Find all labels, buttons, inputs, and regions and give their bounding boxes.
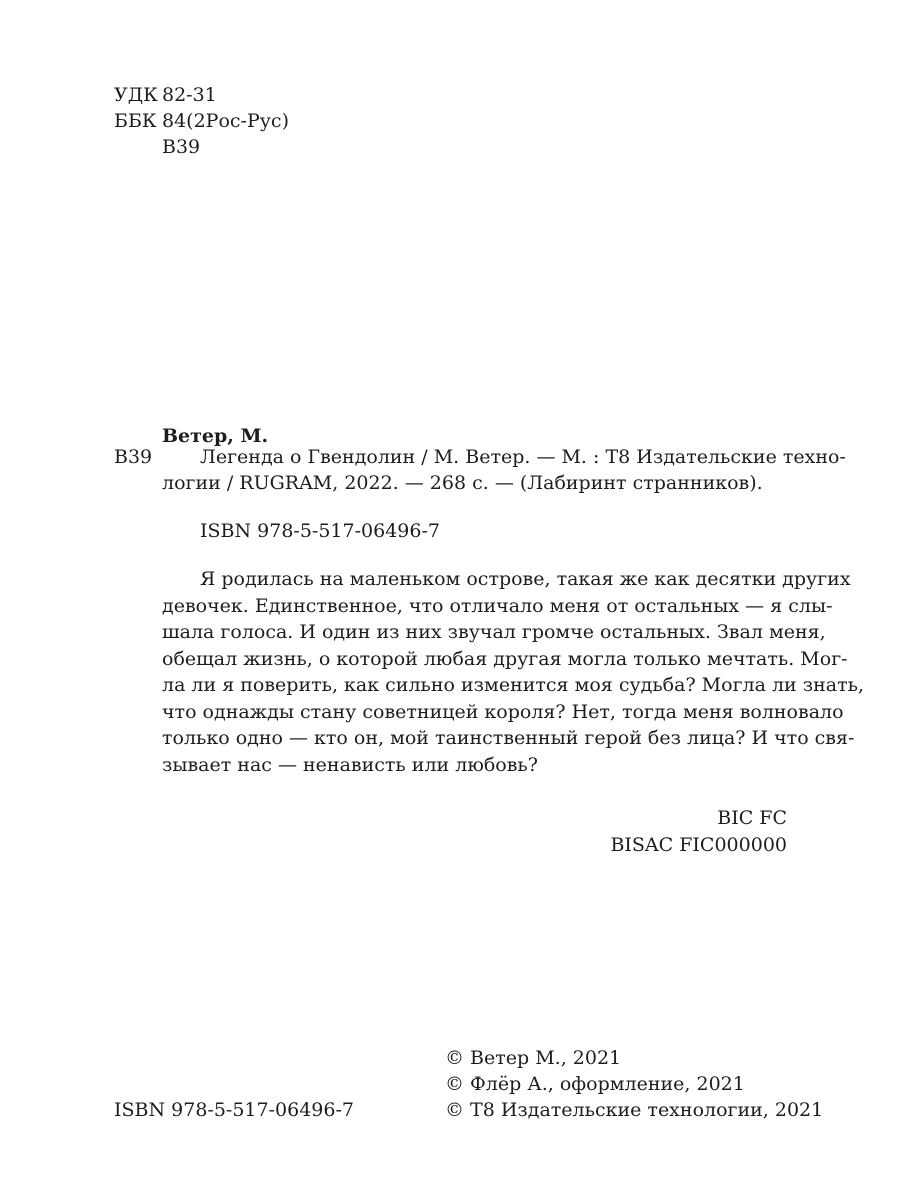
annotation-paragraph xyxy=(162,566,864,778)
bottom-isbn: ISBN 978-5-517-06496-7 xyxy=(114,1099,354,1121)
annotation-line: что однажды стану советницей короля? Нет, тогда меня волновало xyxy=(162,700,844,723)
bibliographic-reference xyxy=(162,444,846,496)
call-number: В39 xyxy=(114,446,153,468)
copyright-block xyxy=(445,1045,823,1123)
copyright-line: © Т8 Издательские технологии, 2021 xyxy=(445,1099,824,1121)
author-mark: В39 xyxy=(162,136,201,158)
annotation-line: девочек. Единственное, что отличало меня от остальных — я слы- xyxy=(162,594,833,617)
author-mark-row xyxy=(114,134,289,160)
udk-label: УДК xyxy=(114,84,158,106)
bbk-row xyxy=(114,108,289,134)
annotation-line: ла ли я поверить, как сильно изменится моя судьба? Могла ли знать, xyxy=(162,674,864,696)
annotation-line: обещал жизнь, о которой любая другая могла только мечтать. Мог- xyxy=(162,647,848,670)
copyright-line: © Ветер М., 2021 xyxy=(445,1047,622,1069)
annotation-line: шала голоса. И один из них звучал громче остальных. Звал меня, xyxy=(162,621,826,643)
annotation-line: зывает нас — ненависть или любовь? xyxy=(162,753,538,776)
annotation-line: только одно — кто он, мой таинственный герой без лица? И что свя- xyxy=(162,727,855,749)
bic-code: BIC FC xyxy=(717,807,787,829)
bbk-label: ББК xyxy=(114,110,157,132)
copyright-line: © Флёр А., оформление, 2021 xyxy=(445,1073,745,1095)
entry-isbn: ISBN 978-5-517-06496-7 xyxy=(200,520,440,542)
bisac-code: BISAC FIC000000 xyxy=(610,834,787,856)
reference-line: Легенда о Гвендолин / М. Ветер. — М. : Т8 Издательские техно- xyxy=(200,446,846,468)
classification-block xyxy=(114,82,289,160)
udk-row xyxy=(114,82,289,108)
subject-codes xyxy=(610,805,787,859)
bbk-value: 84(2Рос-Рус) xyxy=(162,110,289,132)
reference-line: логии / RUGRAM, 2022. — 268 с. — (Лабиринт странников). xyxy=(162,472,763,494)
annotation-line: Я родилась на маленьком острове, такая же как десятки других xyxy=(200,568,851,590)
entry-author: Ветер, М. xyxy=(162,425,269,447)
udk-value: 82-31 xyxy=(162,84,217,106)
